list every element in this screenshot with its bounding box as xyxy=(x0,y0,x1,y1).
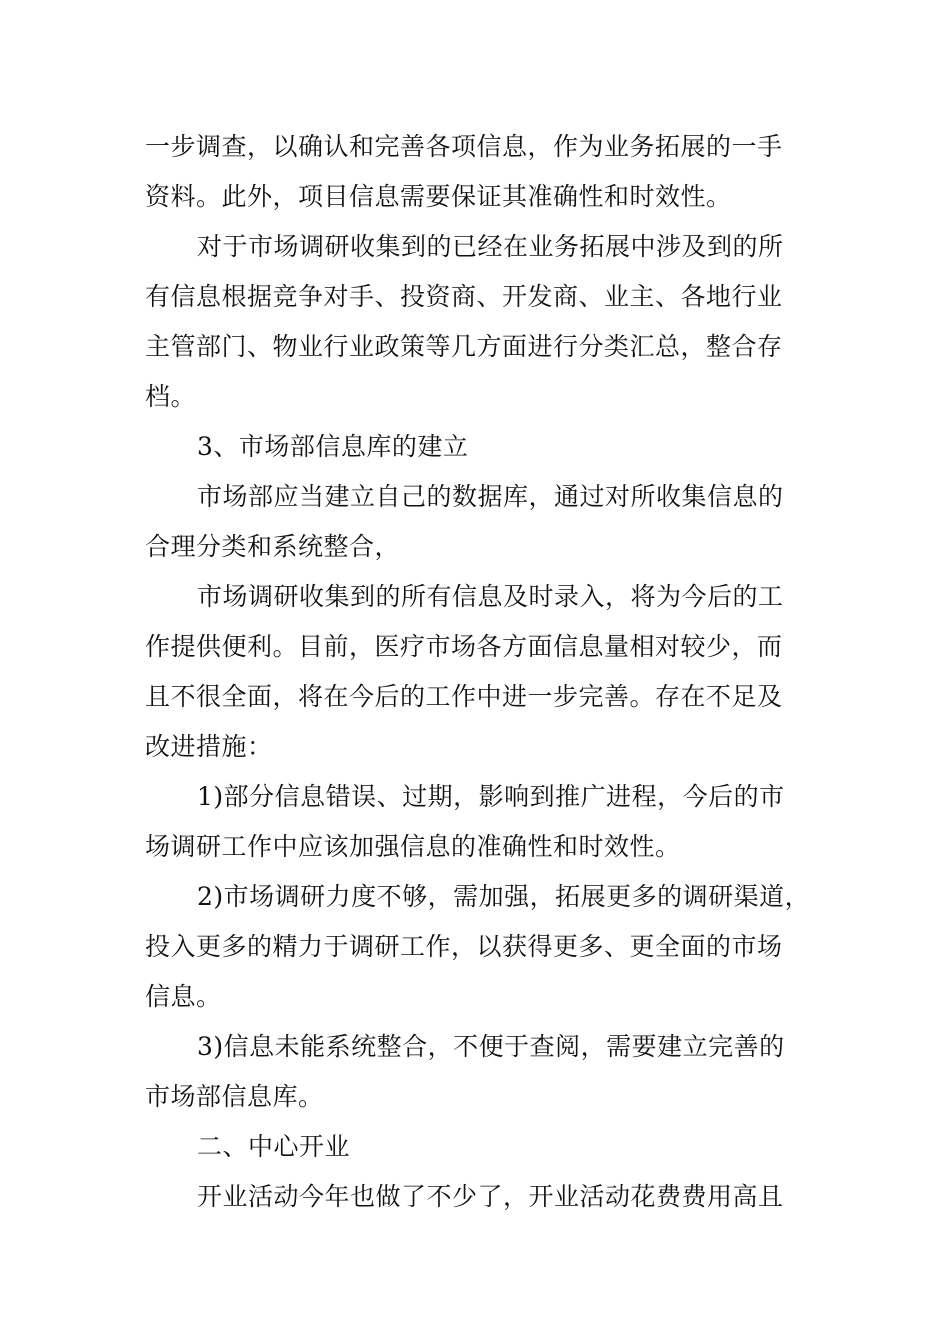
text-line: 市场调研收集到的所有信息及时录入，将为今后的工 xyxy=(197,582,784,611)
text-line: 改进措施： xyxy=(145,732,273,761)
text-line: 有信息根据竞争对手、投资商、开发商、业主、各地行业 xyxy=(145,282,783,311)
section-heading: 二、中心开业 xyxy=(197,1132,351,1161)
text-line: 主管部门、物业行业政策等几方面进行分类汇总，整合存 xyxy=(145,332,783,361)
text-line: 市场部应当建立自己的数据库，通过对所收集信息的 xyxy=(197,482,784,511)
section-heading: 3、市场部信息库的建立 xyxy=(197,432,469,461)
text-line: 档。 xyxy=(145,382,197,411)
document-page xyxy=(145,122,810,1222)
text-line: 信息。 xyxy=(145,982,222,1011)
list-item: 1)部分信息错误、过期，影响到推广进程，今后的市 xyxy=(197,782,785,811)
text-line: 且不很全面，将在今后的工作中进一步完善。存在不足及 xyxy=(145,682,783,711)
text-line: 场调研工作中应该加强信息的准确性和时效性。 xyxy=(145,832,681,861)
list-item: 3)信息未能系统整合，不便于查阅，需要建立完善的 xyxy=(197,1032,785,1061)
text-line: 投入更多的精力于调研工作，以获得更多、更全面的市场 xyxy=(145,932,783,961)
text-line: 开业活动今年也做了不少了，开业活动花费费用高且 xyxy=(197,1182,784,1211)
text-line: 作提供便利。目前，医疗市场各方面信息量相对较少，而 xyxy=(145,632,783,661)
text-line: 对于市场调研收集到的已经在业务拓展中涉及到的所 xyxy=(197,232,784,261)
text-line: 一步调查，以确认和完善各项信息，作为业务拓展的一手 xyxy=(145,132,783,161)
text-line: 资料。此外，项目信息需要保证其准确性和时效性。 xyxy=(145,182,732,211)
list-item: 2)市场调研力度不够，需加强，拓展更多的调研渠道， xyxy=(197,882,811,911)
text-line: 合理分类和系统整合， xyxy=(145,532,401,561)
text-line: 市场部信息库。 xyxy=(145,1082,324,1111)
